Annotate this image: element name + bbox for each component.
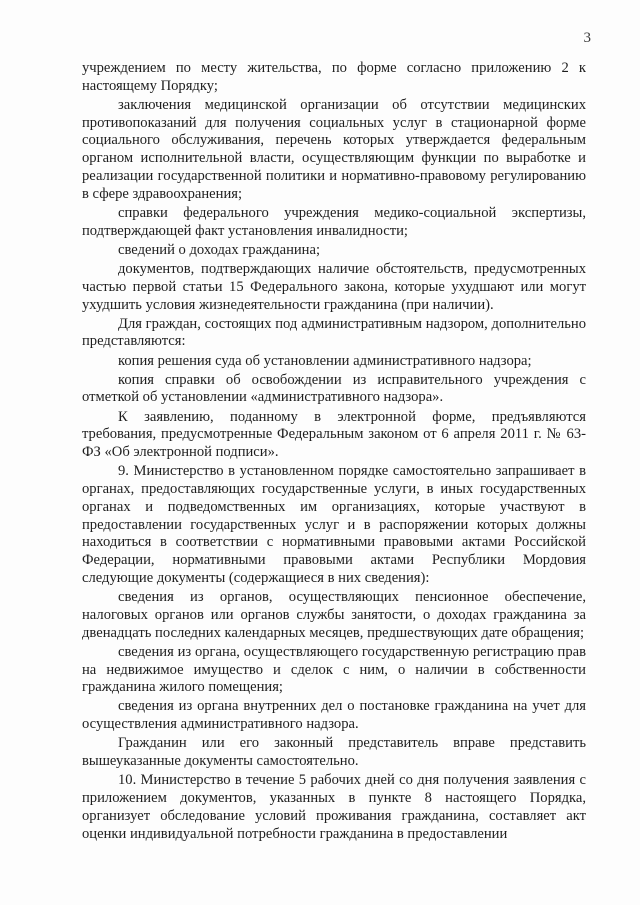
paragraph-continuation: учреждением по месту жительства, по форме согласно приложению 2 к настоящему Порядку; bbox=[82, 60, 586, 94]
paragraph-item-9: 9. Министерство в установленном порядке самостоятельно запрашивает в органах, предоставляющих государственные услуги, в иных государственных органах и подведомственных им организациях, которые участвуют в предоставлении государственных услуг и в распоряжении которых должны находиться в соответствии с нормативными правовыми актами Российской Федерации, нормативными правовыми актами Республики Мордовия следующие документы (содержащиеся в них сведения): bbox=[82, 463, 586, 586]
paragraph-property-registration: сведения из органа, осуществляющего государственную регистрацию прав на недвижимое имущество и сделок с ним, о наличии в собственности гражданина жилого помещения; bbox=[82, 643, 586, 696]
document-body bbox=[82, 60, 586, 843]
paragraph-medical-conclusion: заключения медицинской организации об отсутствии медицинских противопоказаний для получения социальных услуг в стационарной форме социального обслуживания, перечень которых утверждается федеральным органом исполнительной власти, осуществляющим функции по выработке и реализации государственной политики и нормативно-правовому регулированию в сфере здравоохранения; bbox=[82, 96, 586, 202]
paragraph-income-info: сведений о доходах гражданина; bbox=[118, 241, 321, 258]
paragraph-mse-certificate: справки федерального учреждения медико-социальной экспертизы, подтверждающей факт установления инвалидности; bbox=[82, 204, 586, 239]
paragraph-pension-info: сведения из органов, осуществляющих пенсионное обеспечение, налоговых органов или органов службы занятости, о доходах гражданина за двенадцать последних календарных месяцев, предшествующих дате обращения; bbox=[82, 589, 586, 641]
paragraph-internal-affairs: сведения из органа внутренних дел о постановке гражданина на учет для осуществления административного надзора. bbox=[82, 698, 586, 733]
page-number: 3 bbox=[583, 30, 591, 46]
paragraph-release-certificate-copy: копия справки об освобождении из исправительного учреждения с отметкой об установлении «административного надзора». bbox=[82, 371, 586, 406]
paragraph-circumstances-docs: документов, подтверждающих наличие обстоятельств, предусмотренных частью первой статьи 15 Федерального закона, которые ухудшают или могут ухудшить условия жизнедеятельности гражданина (при наличии). bbox=[82, 260, 586, 313]
paragraph-court-decision-copy: копия решения суда об установлении административного надзора; bbox=[118, 352, 532, 369]
paragraph-item-10: 10. Министерство в течение 5 рабочих дней со дня получения заявления с приложением документов, указанных в пункте 8 настоящего Порядка, организует обследование условий проживания гражданина, составляет акт оценки индивидуальной потребности гражданина в предоставлении bbox=[82, 772, 586, 842]
paragraph-self-submission: Гражданин или его законный представитель вправе представить вышеуказанные документы самостоятельно. bbox=[82, 735, 586, 770]
paragraph-electronic-form: К заявлению, поданному в электронной форме, предъявляются требования, предусмотренные Федеральным законом от 6 апреля 2011 г. № 63-ФЗ «Об электронной подписи». bbox=[82, 408, 586, 461]
paragraph-admin-supervision: Для граждан, состоящих под административным надзором, дополнительно представляются: bbox=[82, 315, 586, 350]
